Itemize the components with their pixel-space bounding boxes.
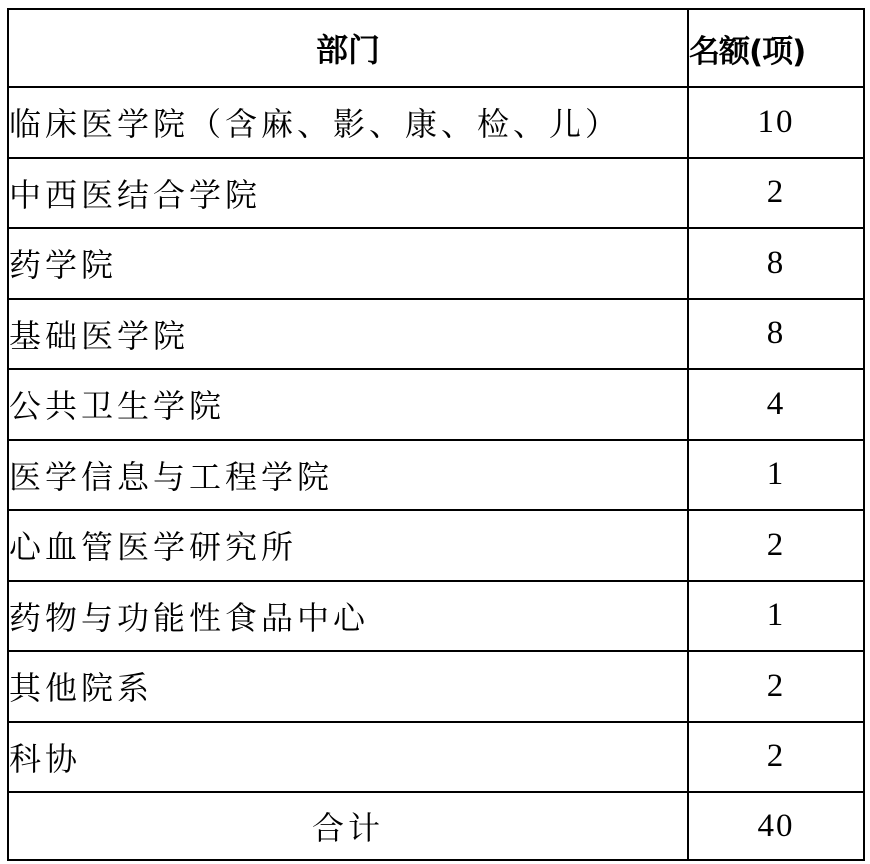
total-row xyxy=(8,792,864,860)
quota-cell: 1 xyxy=(688,440,864,511)
department-cell: 药物与功能性食品中心 xyxy=(8,581,688,652)
department-cell: 中西医结合学院 xyxy=(8,158,688,229)
table-row xyxy=(8,228,864,299)
quota-cell: 2 xyxy=(688,722,864,793)
quota-cell: 10 xyxy=(688,87,864,158)
quota-cell: 2 xyxy=(688,510,864,581)
quota-table xyxy=(7,8,865,861)
table-row xyxy=(8,158,864,229)
department-cell: 其他院系 xyxy=(8,651,688,722)
total-quota-cell: 40 xyxy=(688,792,864,860)
department-cell: 心血管医学研究所 xyxy=(8,510,688,581)
table-row xyxy=(8,510,864,581)
department-cell: 药学院 xyxy=(8,228,688,299)
department-cell: 基础医学院 xyxy=(8,299,688,370)
quota-cell: 1 xyxy=(688,581,864,652)
department-cell: 科协 xyxy=(8,722,688,793)
table-row xyxy=(8,440,864,511)
quota-cell: 8 xyxy=(688,228,864,299)
total-label: 合计 xyxy=(8,792,688,860)
table-row xyxy=(8,299,864,370)
quota-column-header: 名额(项) xyxy=(688,9,864,87)
quota-cell: 2 xyxy=(688,158,864,229)
table-row xyxy=(8,722,864,793)
department-cell: 公共卫生学院 xyxy=(8,369,688,440)
table-header-row xyxy=(8,9,864,87)
department-cell: 医学信息与工程学院 xyxy=(8,440,688,511)
table-row xyxy=(8,87,864,158)
department-column-header: 部门 xyxy=(8,9,688,87)
table-row xyxy=(8,651,864,722)
table-row xyxy=(8,369,864,440)
quota-cell: 8 xyxy=(688,299,864,370)
quota-cell: 2 xyxy=(688,651,864,722)
table-row xyxy=(8,581,864,652)
quota-cell: 4 xyxy=(688,369,864,440)
department-cell: 临床医学院（含麻、影、康、检、儿） xyxy=(8,87,688,158)
